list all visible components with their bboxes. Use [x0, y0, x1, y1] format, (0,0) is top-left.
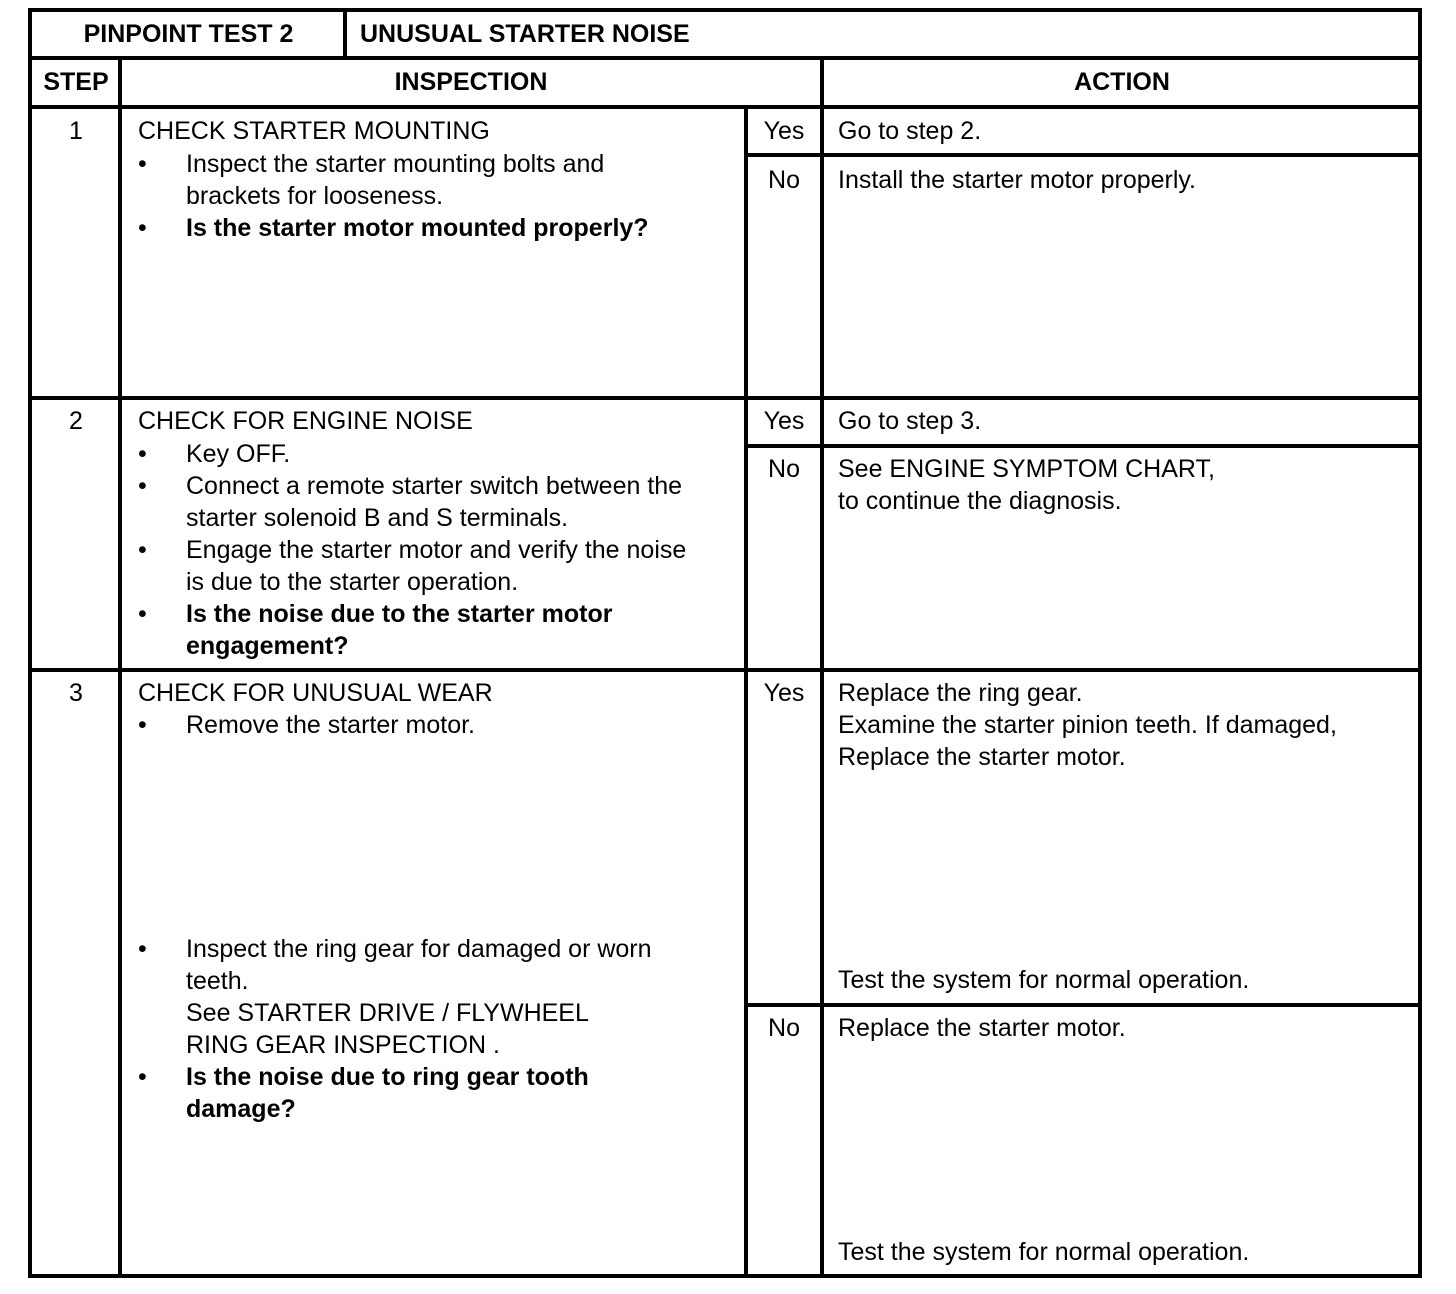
no-action: See ENGINE SYMPTOM CHART, to continue the diagnosis. [838, 455, 1215, 515]
test-id: PINPOINT TEST 2 [83, 20, 294, 48]
rule-step2-yes-no [746, 444, 1420, 448]
yes-action: Go to step 2. [838, 117, 982, 145]
no-label: No [768, 455, 800, 483]
bullet-icon: • [138, 440, 147, 468]
rule-step1-yes-no [746, 153, 1420, 157]
rule-action-column [820, 56, 824, 1276]
inspection-question: Is the noise due to ring gear tooth damage? [186, 1063, 589, 1123]
step-heading: CHECK FOR ENGINE NOISE [138, 407, 473, 435]
yes-action: Replace the ring gear. Examine the starter pinion teeth. If damaged, Replace the starter motor. [838, 679, 1337, 771]
inspection-question: Is the starter motor mounted properly? [186, 214, 649, 242]
rule-step1-bottom [30, 396, 1420, 400]
inspection-bullet: Remove the starter motor. [186, 711, 476, 739]
bullet-icon: • [138, 214, 147, 242]
yes-label: Yes [763, 407, 805, 435]
rule-columns-bottom [30, 105, 1420, 109]
inspection-bullet: Key OFF. [186, 440, 291, 468]
step-heading: CHECK FOR UNUSUAL WEAR [138, 679, 493, 707]
yes-label: Yes [763, 679, 805, 707]
rule-header-divider [343, 10, 347, 58]
yes-label: Yes [763, 117, 805, 145]
column-header-inspection: INSPECTION [394, 68, 548, 96]
step-number: 2 [69, 407, 83, 435]
yes-action: Go to step 3. [838, 407, 982, 435]
no-action-footer: Test the system for normal operation. [838, 1238, 1250, 1266]
no-label: No [768, 166, 800, 194]
step-heading: CHECK STARTER MOUNTING [138, 117, 490, 145]
yes-action-footer: Test the system for normal operation. [838, 966, 1250, 994]
bullet-icon: • [138, 150, 147, 178]
test-title: UNUSUAL STARTER NOISE [360, 20, 690, 48]
no-action: Install the starter motor properly. [838, 166, 1197, 194]
inspection-bullet: Inspect the ring gear for damaged or worn teeth. See STARTER DRIVE / FLYWHEEL RING GEAR INSPECTION . [186, 935, 652, 1059]
inspection-bullet: Inspect the starter mounting bolts and brackets for looseness. [186, 150, 605, 210]
rule-header-bottom [30, 56, 1420, 60]
step-number: 1 [69, 117, 83, 145]
bullet-icon: • [138, 711, 147, 739]
bullet-icon: • [138, 536, 147, 564]
inspection-bullet: Engage the starter motor and verify the noise is due to the starter operation. [186, 536, 687, 596]
inspection-bullet: Connect a remote starter switch between the starter solenoid B and S terminals. [186, 472, 683, 532]
step-number: 3 [69, 679, 83, 707]
no-action: Replace the starter motor. [838, 1014, 1126, 1042]
column-header-action: ACTION [1074, 68, 1170, 96]
bullet-icon: • [138, 472, 147, 500]
bullet-icon: • [138, 935, 147, 963]
bullet-icon: • [138, 1063, 147, 1091]
rule-step-column [118, 56, 122, 1276]
column-header-step: STEP [43, 68, 109, 96]
rule-step2-bottom [30, 668, 1420, 672]
no-label: No [768, 1014, 800, 1042]
inspection-question: Is the noise due to the starter motor engagement? [186, 600, 613, 660]
bullet-icon: • [138, 600, 147, 628]
rule-step3-yes-no [746, 1003, 1420, 1007]
